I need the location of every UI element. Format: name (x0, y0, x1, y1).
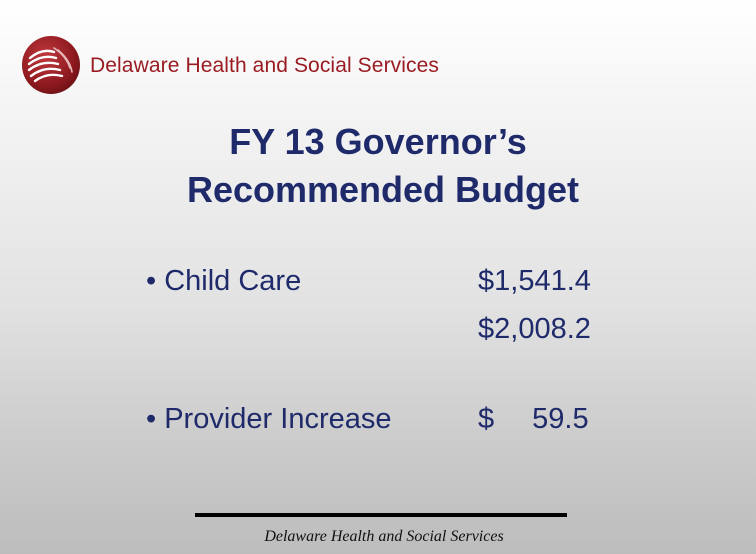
slide-title (0, 118, 756, 214)
footer-divider (195, 513, 567, 517)
dhss-seal-icon (20, 34, 82, 96)
list-item-provider-increase (146, 403, 392, 436)
item-label: Provider Increase (164, 403, 392, 435)
title-line-2: Recommended Budget (186, 169, 580, 210)
footer-text: Delaware Health and Social Services (264, 528, 504, 545)
amount-child-care-2: $2,008.2 (478, 313, 591, 345)
currency-symbol: $ (478, 403, 495, 435)
amount-provider-increase (478, 403, 589, 436)
amount-value: 59.5 (532, 403, 589, 435)
list-item-child-care (146, 265, 301, 298)
amount-child-care-1: $1,541.4 (478, 265, 591, 297)
bullet: • (146, 265, 157, 297)
brand-name: Delaware Health and Social Services (90, 54, 440, 77)
title-line-1: FY 13 Governor’s (229, 121, 527, 162)
item-label: Child Care (164, 265, 302, 297)
bullet: • (146, 403, 157, 435)
